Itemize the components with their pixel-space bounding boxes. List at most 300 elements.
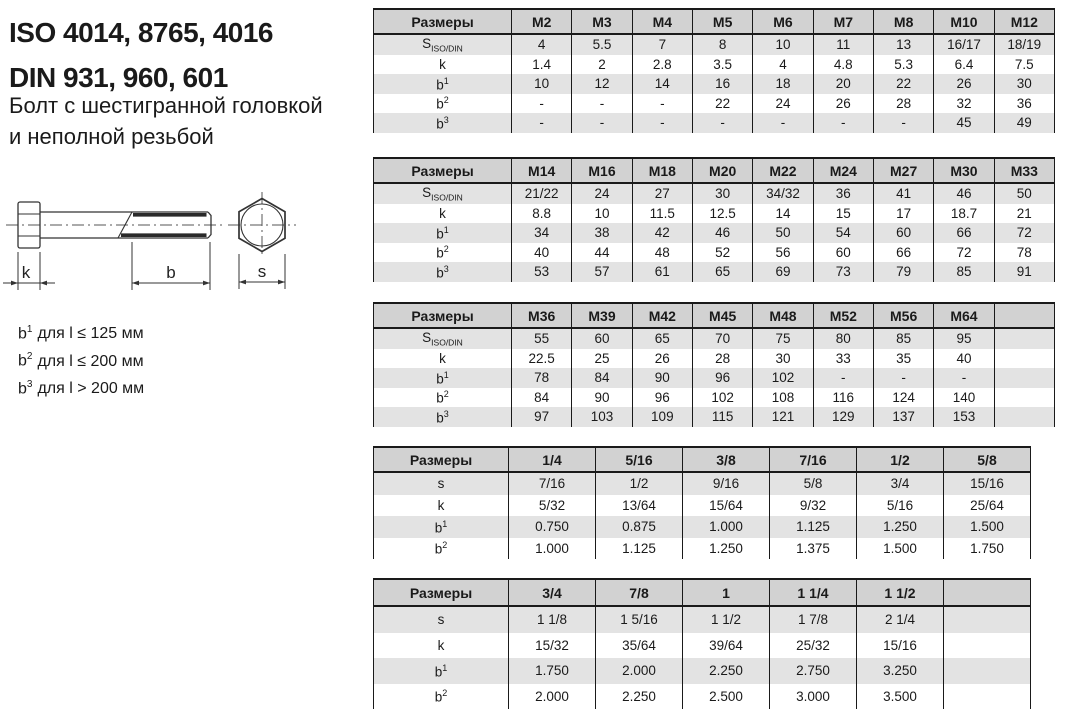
value-cell: 124	[873, 388, 933, 408]
value-cell: 65	[692, 262, 752, 282]
value-cell: 3.5	[692, 55, 752, 75]
value-cell: 18	[753, 74, 813, 94]
value-cell: 34/32	[753, 183, 813, 204]
dimension-table-metric-3	[373, 302, 1055, 427]
value-cell: -	[813, 113, 873, 133]
dimension-b	[132, 242, 210, 290]
size-column-header	[994, 303, 1054, 328]
row-label: $b^2$	[374, 388, 512, 408]
value-cell: 70	[692, 328, 752, 349]
value-cell: 73	[813, 262, 873, 282]
value-cell: 4	[753, 55, 813, 75]
size-column-header: 3/8	[683, 447, 770, 472]
value-cell: 8.8	[512, 204, 572, 224]
value-cell: 8	[692, 34, 752, 55]
value-cell: 116	[813, 388, 873, 408]
value-cell: 40	[512, 243, 572, 263]
row-label: $b^1$	[374, 516, 509, 538]
value-cell: 15/64	[683, 495, 770, 517]
value-cell: 65	[632, 328, 692, 349]
value-cell: 2	[572, 55, 632, 75]
value-cell	[994, 407, 1054, 427]
value-cell: 56	[753, 243, 813, 263]
value-cell: -	[753, 113, 813, 133]
value-cell: 22.5	[512, 349, 572, 369]
value-cell: 3.000	[770, 684, 857, 710]
size-column-header: M24	[813, 158, 873, 183]
table-row	[374, 328, 1055, 349]
value-cell: 1.125	[770, 516, 857, 538]
value-cell: 5/32	[509, 495, 596, 517]
value-cell: 18/19	[994, 34, 1054, 55]
value-cell: 2.750	[770, 658, 857, 684]
value-cell: 55	[512, 328, 572, 349]
sizes-header-cell: Размеры	[374, 9, 512, 34]
row-label: $b^3$	[374, 407, 512, 427]
value-cell: 129	[813, 407, 873, 427]
size-column-header: M48	[753, 303, 813, 328]
value-cell: 13/64	[596, 495, 683, 517]
value-cell: 1/2	[596, 472, 683, 495]
value-cell: 12	[572, 74, 632, 94]
value-cell: 25/32	[770, 633, 857, 659]
note-b3: $b^3$ для l > 200 мм	[18, 378, 145, 397]
sizes-header-cell: Размеры	[374, 447, 509, 472]
size-column-header: M12	[994, 9, 1054, 34]
value-cell: 85	[873, 328, 933, 349]
value-cell	[994, 388, 1054, 408]
value-cell: 102	[753, 368, 813, 388]
value-cell: 80	[813, 328, 873, 349]
row-label: $b^2$	[374, 243, 512, 263]
value-cell: 1 5/16	[596, 606, 683, 633]
value-cell: 16/17	[934, 34, 994, 55]
value-cell: 9/32	[770, 495, 857, 517]
row-label: $S_{ISO/DIN}$	[374, 34, 512, 55]
table-row	[374, 204, 1055, 224]
size-column-header: M3	[572, 9, 632, 34]
value-cell: 3/4	[857, 472, 944, 495]
value-cell	[994, 349, 1054, 369]
value-cell: 36	[813, 183, 873, 204]
value-cell: 30	[753, 349, 813, 369]
size-column-header: M42	[632, 303, 692, 328]
value-cell: 103	[572, 407, 632, 427]
value-cell: 50	[994, 183, 1054, 204]
value-cell: 140	[934, 388, 994, 408]
value-cell: 35	[873, 349, 933, 369]
value-cell: 5.5	[572, 34, 632, 55]
value-cell: 72	[934, 243, 994, 263]
value-cell: 36	[994, 94, 1054, 114]
size-column-header: M45	[692, 303, 752, 328]
sizes-header-cell: Размеры	[374, 303, 512, 328]
header-row	[374, 579, 1031, 606]
size-column-header: 7/16	[770, 447, 857, 472]
value-cell: 48	[632, 243, 692, 263]
value-cell: 26	[632, 349, 692, 369]
bolt-head-end-view	[228, 192, 296, 258]
value-cell: 21	[994, 204, 1054, 224]
table-row	[374, 243, 1055, 263]
table-row	[374, 262, 1055, 282]
row-label: k	[374, 495, 509, 517]
value-cell: 54	[813, 223, 873, 243]
value-cell: 6.4	[934, 55, 994, 75]
value-cell: -	[934, 368, 994, 388]
row-label: s	[374, 606, 509, 633]
value-cell: 14	[632, 74, 692, 94]
size-column-header: M56	[873, 303, 933, 328]
value-cell: 60	[572, 328, 632, 349]
value-cell: 66	[934, 223, 994, 243]
value-cell: 7/16	[509, 472, 596, 495]
value-cell: 1.125	[596, 538, 683, 560]
value-cell: 18.7	[934, 204, 994, 224]
value-cell: -	[512, 113, 572, 133]
value-cell: 10	[572, 204, 632, 224]
value-cell: 96	[692, 368, 752, 388]
table-row	[374, 472, 1031, 495]
value-cell: 1.750	[509, 658, 596, 684]
value-cell: 90	[632, 368, 692, 388]
size-column-header: M36	[512, 303, 572, 328]
value-cell: 16	[692, 74, 752, 94]
value-cell: 95	[934, 328, 994, 349]
subtitle-line2: и неполной резьбой	[9, 124, 214, 149]
value-cell: 40	[934, 349, 994, 369]
dim-label-b: b	[166, 263, 176, 282]
size-column-header: M52	[813, 303, 873, 328]
value-cell: 2.500	[683, 684, 770, 710]
value-cell: 1.500	[944, 516, 1031, 538]
value-cell: 34	[512, 223, 572, 243]
value-cell: 2.000	[509, 684, 596, 710]
value-cell: 90	[572, 388, 632, 408]
header-row	[374, 158, 1055, 183]
value-cell: 1 1/8	[509, 606, 596, 633]
size-column-header: M20	[692, 158, 752, 183]
value-cell: 1.4	[512, 55, 572, 75]
value-cell	[944, 606, 1031, 633]
value-cell: 2.000	[596, 658, 683, 684]
value-cell: 27	[632, 183, 692, 204]
value-cell: 15/16	[944, 472, 1031, 495]
table-row	[374, 113, 1055, 133]
value-cell: 26	[813, 94, 873, 114]
value-cell: -	[873, 113, 933, 133]
product-subtitle	[9, 90, 323, 152]
dim-label-s: s	[257, 262, 267, 281]
note-b1: $b^1$ для l ≤ 125 мм	[18, 324, 144, 343]
value-cell: 60	[813, 243, 873, 263]
value-cell: 28	[692, 349, 752, 369]
value-cell: 5/8	[770, 472, 857, 495]
standard-title-iso: ISO 4014, 8765, 4016	[9, 17, 273, 48]
note-b2: $b^2$ для l ≤ 200 мм	[18, 351, 144, 370]
value-cell: -	[572, 94, 632, 114]
value-cell: 15/32	[509, 633, 596, 659]
value-cell: -	[512, 94, 572, 114]
value-cell: 1.500	[857, 538, 944, 560]
value-cell: 60	[873, 223, 933, 243]
row-label: $b^1$	[374, 368, 512, 388]
value-cell: 32	[934, 94, 994, 114]
value-cell: 46	[692, 223, 752, 243]
size-column-header: 1/2	[857, 447, 944, 472]
value-cell: 91	[994, 262, 1054, 282]
value-cell: 26	[934, 74, 994, 94]
row-label: $b^2$	[374, 684, 509, 710]
size-column-header: M6	[753, 9, 813, 34]
value-cell: 5/16	[857, 495, 944, 517]
table-row	[374, 74, 1055, 94]
size-column-header	[944, 579, 1031, 606]
row-label: k	[374, 349, 512, 369]
size-column-header: 5/16	[596, 447, 683, 472]
row-label: k	[374, 633, 509, 659]
standard-title-din: DIN 931, 960, 601	[9, 62, 228, 93]
standard-title	[9, 10, 273, 100]
value-cell: 1 7/8	[770, 606, 857, 633]
value-cell: 44	[572, 243, 632, 263]
row-label: $b^1$	[374, 74, 512, 94]
value-cell: 28	[873, 94, 933, 114]
value-cell: 75	[753, 328, 813, 349]
value-cell: 115	[692, 407, 752, 427]
value-cell: 30	[692, 183, 752, 204]
table-row	[374, 223, 1055, 243]
size-column-header: M18	[632, 158, 692, 183]
value-cell: 57	[572, 262, 632, 282]
value-cell: 35/64	[596, 633, 683, 659]
value-cell: -	[813, 368, 873, 388]
header-row	[374, 447, 1031, 472]
value-cell	[944, 658, 1031, 684]
bolt-technical-drawing	[0, 185, 312, 307]
dimension-s	[239, 254, 285, 289]
table-row	[374, 388, 1055, 408]
row-label: $b^2$	[374, 538, 509, 560]
value-cell: 153	[934, 407, 994, 427]
size-column-header: M2	[512, 9, 572, 34]
value-cell: 14	[753, 204, 813, 224]
table-row	[374, 516, 1031, 538]
value-cell: 11.5	[632, 204, 692, 224]
size-column-header: M22	[753, 158, 813, 183]
size-column-header: M30	[934, 158, 994, 183]
value-cell: 9/16	[683, 472, 770, 495]
size-column-header: M4	[632, 9, 692, 34]
value-cell: 121	[753, 407, 813, 427]
size-column-header: M64	[934, 303, 994, 328]
header-row	[374, 303, 1055, 328]
size-column-header: 1/4	[509, 447, 596, 472]
value-cell: 17	[873, 204, 933, 224]
size-column-header: 5/8	[944, 447, 1031, 472]
value-cell: 1.250	[683, 538, 770, 560]
value-cell: 10	[753, 34, 813, 55]
value-cell: 24	[572, 183, 632, 204]
value-cell: 137	[873, 407, 933, 427]
value-cell: 84	[512, 388, 572, 408]
value-cell: 21/22	[512, 183, 572, 204]
value-cell: 79	[873, 262, 933, 282]
value-cell: 102	[692, 388, 752, 408]
table-row	[374, 633, 1031, 659]
row-label: $b^1$	[374, 223, 512, 243]
value-cell: 85	[934, 262, 994, 282]
dim-label-k: k	[21, 263, 31, 282]
value-cell: 15	[813, 204, 873, 224]
size-column-header: 1	[683, 579, 770, 606]
value-cell: 24	[753, 94, 813, 114]
size-column-header: 3/4	[509, 579, 596, 606]
size-column-header: 7/8	[596, 579, 683, 606]
row-label: k	[374, 204, 512, 224]
value-cell: 96	[632, 388, 692, 408]
value-cell: -	[692, 113, 752, 133]
sizes-header-cell: Размеры	[374, 579, 509, 606]
value-cell: 4	[512, 34, 572, 55]
value-cell: 4.8	[813, 55, 873, 75]
value-cell: 78	[994, 243, 1054, 263]
value-cell: 25/64	[944, 495, 1031, 517]
value-cell: 22	[873, 74, 933, 94]
size-column-header: M5	[692, 9, 752, 34]
size-column-header: M10	[934, 9, 994, 34]
value-cell: 1.000	[509, 538, 596, 560]
value-cell: 1.000	[683, 516, 770, 538]
value-cell: 61	[632, 262, 692, 282]
value-cell: 45	[934, 113, 994, 133]
value-cell: 12.5	[692, 204, 752, 224]
table-row	[374, 407, 1055, 427]
table-row	[374, 55, 1055, 75]
value-cell: 10	[512, 74, 572, 94]
value-cell: 3.500	[857, 684, 944, 710]
value-cell: 66	[873, 243, 933, 263]
value-cell: 2.250	[596, 684, 683, 710]
value-cell: 33	[813, 349, 873, 369]
value-cell: -	[632, 94, 692, 114]
value-cell: 0.875	[596, 516, 683, 538]
size-column-header: M16	[572, 158, 632, 183]
subtitle-line1: Болт с шестигранной головкой	[9, 93, 323, 118]
value-cell: 20	[813, 74, 873, 94]
value-cell: 97	[512, 407, 572, 427]
value-cell: 39/64	[683, 633, 770, 659]
row-label: $S_{ISO/DIN}$	[374, 328, 512, 349]
size-column-header: M8	[873, 9, 933, 34]
value-cell: 15/16	[857, 633, 944, 659]
value-cell: 25	[572, 349, 632, 369]
table-row	[374, 94, 1055, 114]
table-row	[374, 538, 1031, 560]
row-label: $b^2$	[374, 94, 512, 114]
value-cell: 38	[572, 223, 632, 243]
row-label: $b^3$	[374, 262, 512, 282]
value-cell: 0.750	[509, 516, 596, 538]
value-cell: 3.250	[857, 658, 944, 684]
value-cell: 42	[632, 223, 692, 243]
value-cell: 1.250	[857, 516, 944, 538]
dimension-table-imperial-5	[373, 578, 1031, 709]
value-cell: 69	[753, 262, 813, 282]
value-cell: 13	[873, 34, 933, 55]
value-cell: 1 1/2	[683, 606, 770, 633]
dimension-table-metric-1	[373, 8, 1055, 133]
value-cell: 50	[753, 223, 813, 243]
value-cell	[944, 684, 1031, 710]
value-cell: 2 1/4	[857, 606, 944, 633]
sizes-header-cell: Размеры	[374, 158, 512, 183]
row-label: $b^1$	[374, 658, 509, 684]
row-label: s	[374, 472, 509, 495]
size-column-header: M33	[994, 158, 1054, 183]
value-cell	[994, 328, 1054, 349]
table-row	[374, 349, 1055, 369]
value-cell: 53	[512, 262, 572, 282]
dimension-table-imperial-4	[373, 446, 1031, 559]
value-cell: 52	[692, 243, 752, 263]
value-cell: 46	[934, 183, 994, 204]
table-row	[374, 495, 1031, 517]
value-cell: 72	[994, 223, 1054, 243]
value-cell: -	[632, 113, 692, 133]
value-cell: 1.375	[770, 538, 857, 560]
value-cell: 7	[632, 34, 692, 55]
size-column-header: M39	[572, 303, 632, 328]
value-cell: 1.750	[944, 538, 1031, 560]
value-cell: 30	[994, 74, 1054, 94]
dimension-k	[3, 252, 55, 290]
size-column-header: 1 1/4	[770, 579, 857, 606]
size-column-header: M27	[873, 158, 933, 183]
value-cell: 2.8	[632, 55, 692, 75]
table-row	[374, 606, 1031, 633]
row-label: $S_{ISO/DIN}$	[374, 183, 512, 204]
value-cell: 84	[572, 368, 632, 388]
value-cell: 108	[753, 388, 813, 408]
value-cell: 78	[512, 368, 572, 388]
value-cell: 109	[632, 407, 692, 427]
value-cell: 11	[813, 34, 873, 55]
size-column-header: 1 1/2	[857, 579, 944, 606]
size-column-header: M14	[512, 158, 572, 183]
value-cell: -	[572, 113, 632, 133]
dimension-table-metric-2	[373, 157, 1055, 282]
size-column-header: M7	[813, 9, 873, 34]
value-cell: 22	[692, 94, 752, 114]
row-label: k	[374, 55, 512, 75]
value-cell: 5.3	[873, 55, 933, 75]
table-row	[374, 34, 1055, 55]
thread-length-notes	[18, 318, 144, 400]
value-cell	[994, 368, 1054, 388]
table-row	[374, 684, 1031, 710]
value-cell: 7.5	[994, 55, 1054, 75]
table-row	[374, 368, 1055, 388]
value-cell	[944, 633, 1031, 659]
value-cell: 2.250	[683, 658, 770, 684]
table-row	[374, 183, 1055, 204]
value-cell: 49	[994, 113, 1054, 133]
table-row	[374, 658, 1031, 684]
row-label: $b^3$	[374, 113, 512, 133]
value-cell: 41	[873, 183, 933, 204]
header-row	[374, 9, 1055, 34]
